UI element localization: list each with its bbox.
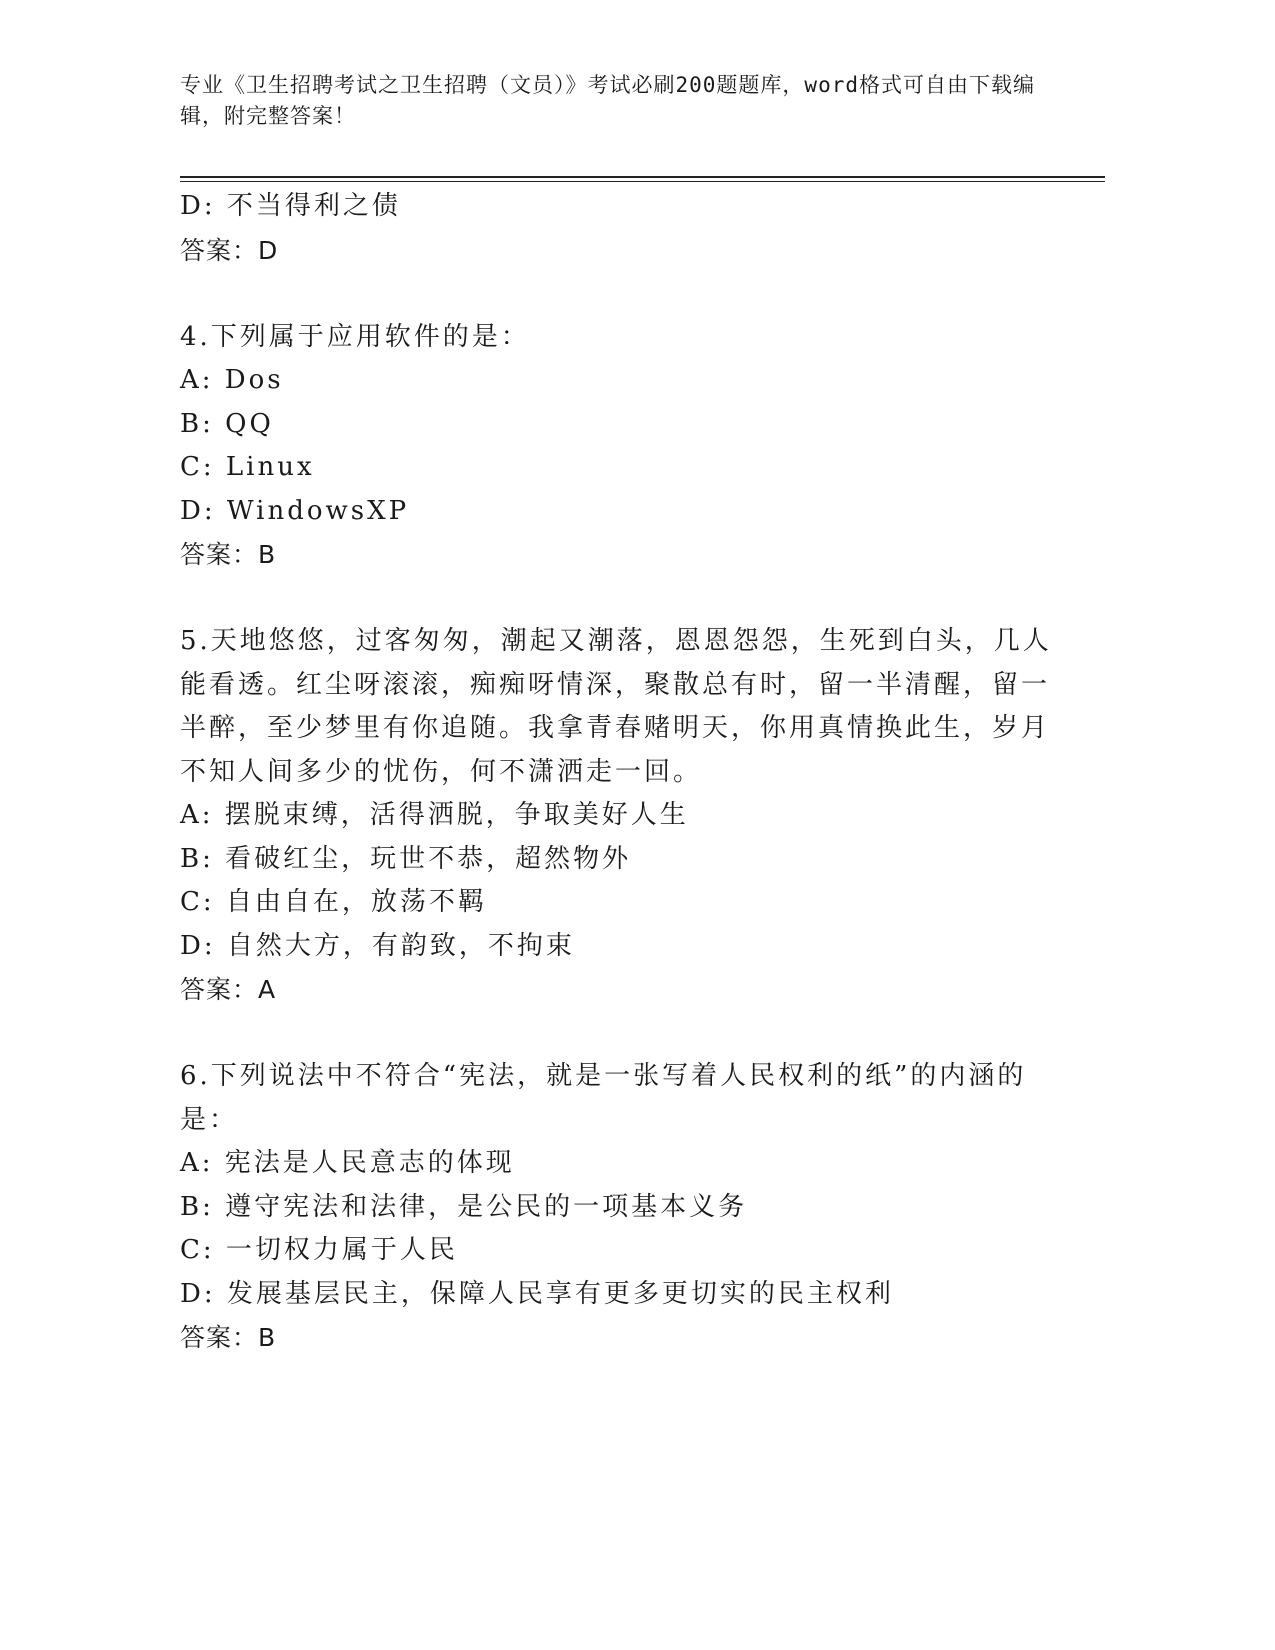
- question-4: [180, 316, 1040, 577]
- header-title: 专业《卫生招聘考试之卫生招聘（文员）》考试必刷200题题库，word格式可自由下载编辑，附完整答案！: [180, 73, 1035, 128]
- q5-question-line-1: 5.天地悠悠，过客匆匆，潮起又潮落，恩恩怨怨，生死到白头，几人: [180, 626, 1052, 656]
- q6-option-c: C: 一切权力属于人民: [180, 1235, 458, 1265]
- q6-question-line-2: 是：: [180, 1104, 239, 1135]
- q5-option-b: B: 看破红尘，玩世不恭，超然物外: [180, 843, 632, 874]
- q5-option-d: D: 自然大方，有韵致，不拘束: [180, 930, 575, 961]
- header-divider-thick: [180, 176, 1105, 178]
- spacer: [180, 1012, 1040, 1056]
- q3-answer: 答案：D: [180, 235, 279, 265]
- q5-option-c: C: 自由自在，放荡不羁: [180, 887, 487, 917]
- document-header: [180, 70, 1040, 132]
- question-3-tail: [180, 185, 1040, 272]
- q5-question-line-4: 不知人间多少的忧伤，何不潇洒走一回。: [180, 756, 703, 787]
- q6-option-a: A: 宪法是人民意志的体现: [180, 1148, 515, 1178]
- q5-option-a: A: 摆脱束缚，活得洒脱，争取美好人生: [180, 800, 689, 830]
- spacer: [180, 577, 1040, 621]
- q4-option-b: B: QQ: [180, 408, 274, 439]
- q6-option-b: B: 遵守宪法和法律，是公民的一项基本义务: [180, 1191, 748, 1222]
- question-list: [180, 185, 1052, 1360]
- question-5: [180, 620, 1052, 1012]
- question-6: [180, 1055, 1040, 1360]
- q4-option-c: C: Linux: [180, 452, 315, 482]
- q4-question: 4.下列属于应用软件的是：: [180, 321, 530, 352]
- q5-question-line-2: 能看透。红尘呀滚滚，痴痴呀情深，聚散总有时，留一半清醒，留一: [180, 669, 1051, 700]
- header-divider-thin: [180, 181, 1105, 182]
- q4-answer: 答案：B: [180, 540, 277, 569]
- q6-answer: 答案：B: [180, 1323, 277, 1352]
- q6-question-line-1: 6.下列说法中不符合“宪法，就是一张写着人民权利的纸”的内涵的: [180, 1061, 1027, 1091]
- spacer: [180, 272, 1040, 316]
- q4-option-d: D: WindowsXP: [180, 495, 410, 526]
- q3-option-d: D: 不当得利之债: [180, 191, 401, 221]
- q6-option-d: D: 发展基层民主，保障人民享有更多更切实的民主权利: [180, 1278, 894, 1309]
- q5-answer: 答案：A: [180, 975, 277, 1004]
- q4-option-a: A: Dos: [180, 365, 284, 395]
- q5-question-line-3: 半醉，至少梦里有你追随。我拿青春赌明天，你用真情换此生，岁月: [180, 713, 1051, 743]
